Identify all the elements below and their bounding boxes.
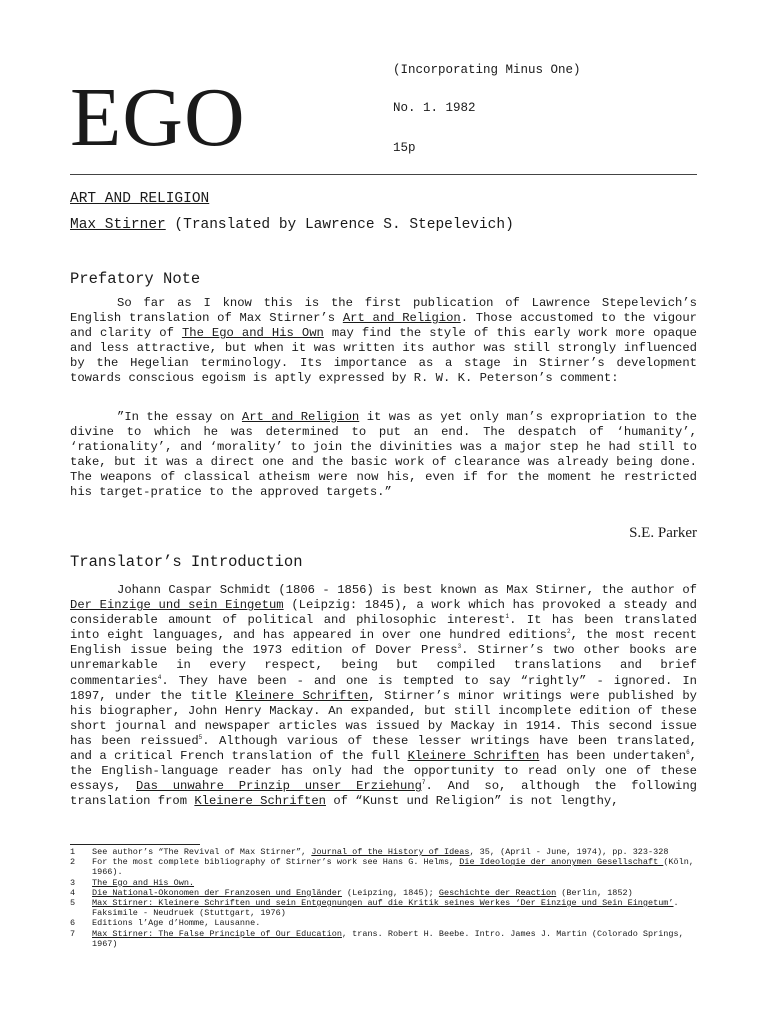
signature: S.E. Parker: [629, 525, 697, 541]
title-reference: Der Einzige und sein Eingetum: [70, 598, 284, 613]
prefatory-heading: Prefatory Note: [70, 270, 201, 288]
footnote: 3 The Ego and His Own.: [70, 877, 195, 888]
footnote: 7 Max Stirner: The False Principle of Our Education, trans. Robert H. Beebe. Intro. James J. Martin (Colorado Springs, 1967): [70, 928, 684, 949]
footnote-ref: 5: [198, 733, 203, 741]
prefatory-paragraph: So far as I know this is the first publication of Lawrence Stepelevich’s English translation of Max Stirner’s Art and Religion. Those accustomed to the vigour and clarity of The Ego and His Own may find the style of this early work more opaque and less attractive, but when it was written its author was still strongly influenced by the Hegelian terminology. Its importance as a stage in Stirner’s development towards conscious egoism is aptly expressed by R. W. K. Peterson’s comment:: [70, 296, 697, 386]
masthead-title: EGO: [70, 71, 246, 164]
translator-heading: Translator’s Introduction: [70, 553, 303, 571]
title-reference: Kleinere Schriften: [235, 688, 369, 703]
translator-note: (Translated by Lawrence S. Stepelevich): [174, 217, 514, 233]
footnote-ref: 4: [157, 673, 162, 681]
footnote-ref: 3: [457, 643, 462, 651]
footnote-ref: 2: [566, 628, 571, 636]
masthead-price: 15p: [393, 141, 416, 155]
footnotes: [70, 847, 697, 949]
footnote: 6 Editions l’Age d’Homme, Lausanne.: [70, 918, 261, 929]
footnote: 5 Max Stirner: Kleinere Schriften und sein Entgegnungen auf die Kritik seines Werkes ‘Der Einzige und Sein Eingetum’. Faksimile - Neudruek (Stuttgart, 1976): [70, 898, 679, 919]
title-reference: Kleinere Schriften: [407, 749, 540, 764]
title-reference: Kleinere Schriften: [194, 794, 326, 809]
masthead-issue: No. 1. 1982: [393, 101, 476, 115]
footnote: 1 See author’s “The Revival of Max Stirner”, Journal of the History of Ideas, 35, (April - June, 1974), pp. 323-328: [70, 847, 669, 857]
byline: [70, 216, 697, 234]
article-title: ART AND RELIGION: [70, 191, 210, 207]
footnote-ref: 1: [505, 613, 510, 621]
translator-paragraph: Johann Caspar Schmidt (1806 - 1856) is best known as Max Stirner, the author of Der Einzige und sein Eingetum (Leipzig: 1845), a work which has provoked a steady and considerable amount of political and philosophic interest$^1$. It has been translated into eight languages, and has appeared in over one hundred editions$^2$, the most recent English issue being the 1973 edition of Dover Press$^3$. Stirner’s two other books are unremarkable in every respect, being but compiled translations and brief commentaries$^4$. They have been - and one is tempted to say “rightly” - ignored. In 1897, under the title Kleinere Schriften, Stirner’s minor writings were published by his biographer, John Henry Mackay. An expanded, but still incomplete edition of these short journal and newspaper articles was issued by Mackay in 1914. This second issue has been reissued$^5$. Although various of these lesser writings have been translated, and a critical French translation of the full Kleinere Schriften has been undertaken$^6$, the English-language reader has only had the opportunity to read only one of these essays, Das unwahre Prinzip unser Erziehung$^7$. And so, although the following translation from Kleinere Schriften of “Kunst und Religion” is not lengthy,: [70, 583, 697, 809]
footnote-divider: [70, 844, 200, 845]
footnote-ref: 6: [686, 748, 690, 756]
masthead-incorporating: (Incorporating Minus One): [393, 63, 581, 77]
author-name: Max Stirner: [70, 217, 166, 233]
header-divider: [70, 174, 697, 175]
title-reference: Das unwahre Prinzip unser Erziehung: [136, 779, 422, 794]
footnote: 4 Die National-Okonomen der Franzosen und Engländer (Leipzing, 1845); Geschichte der Reaction (Berlin, 1852): [70, 887, 633, 898]
footnote-ref: 7: [421, 779, 426, 787]
title-reference: Art and Religion: [342, 311, 461, 326]
peterson-quote: ”In the essay on Art and Religion it was as yet only man’s expropriation to the divine to which he was determined to put an end. The despatch of ‘humanity’, ‘rationality’, and ‘morality’ to join the divinities was a major step he had still to take, but it was a direct one and the basic work of clearance was already being done. The weapons of classical atheism were now his, even if for the moment he restricted his target-pratice to the approved targets.”: [70, 410, 697, 500]
footnote: 2 For the most complete bibliography of Stirner’s work see Hans G. Helms, Die Ideologie der anonymen Gesellschaft (Köln, 1966).: [70, 857, 694, 878]
title-reference: Art and Religion: [241, 410, 360, 424]
title-reference: The Ego and His Own: [181, 326, 324, 341]
